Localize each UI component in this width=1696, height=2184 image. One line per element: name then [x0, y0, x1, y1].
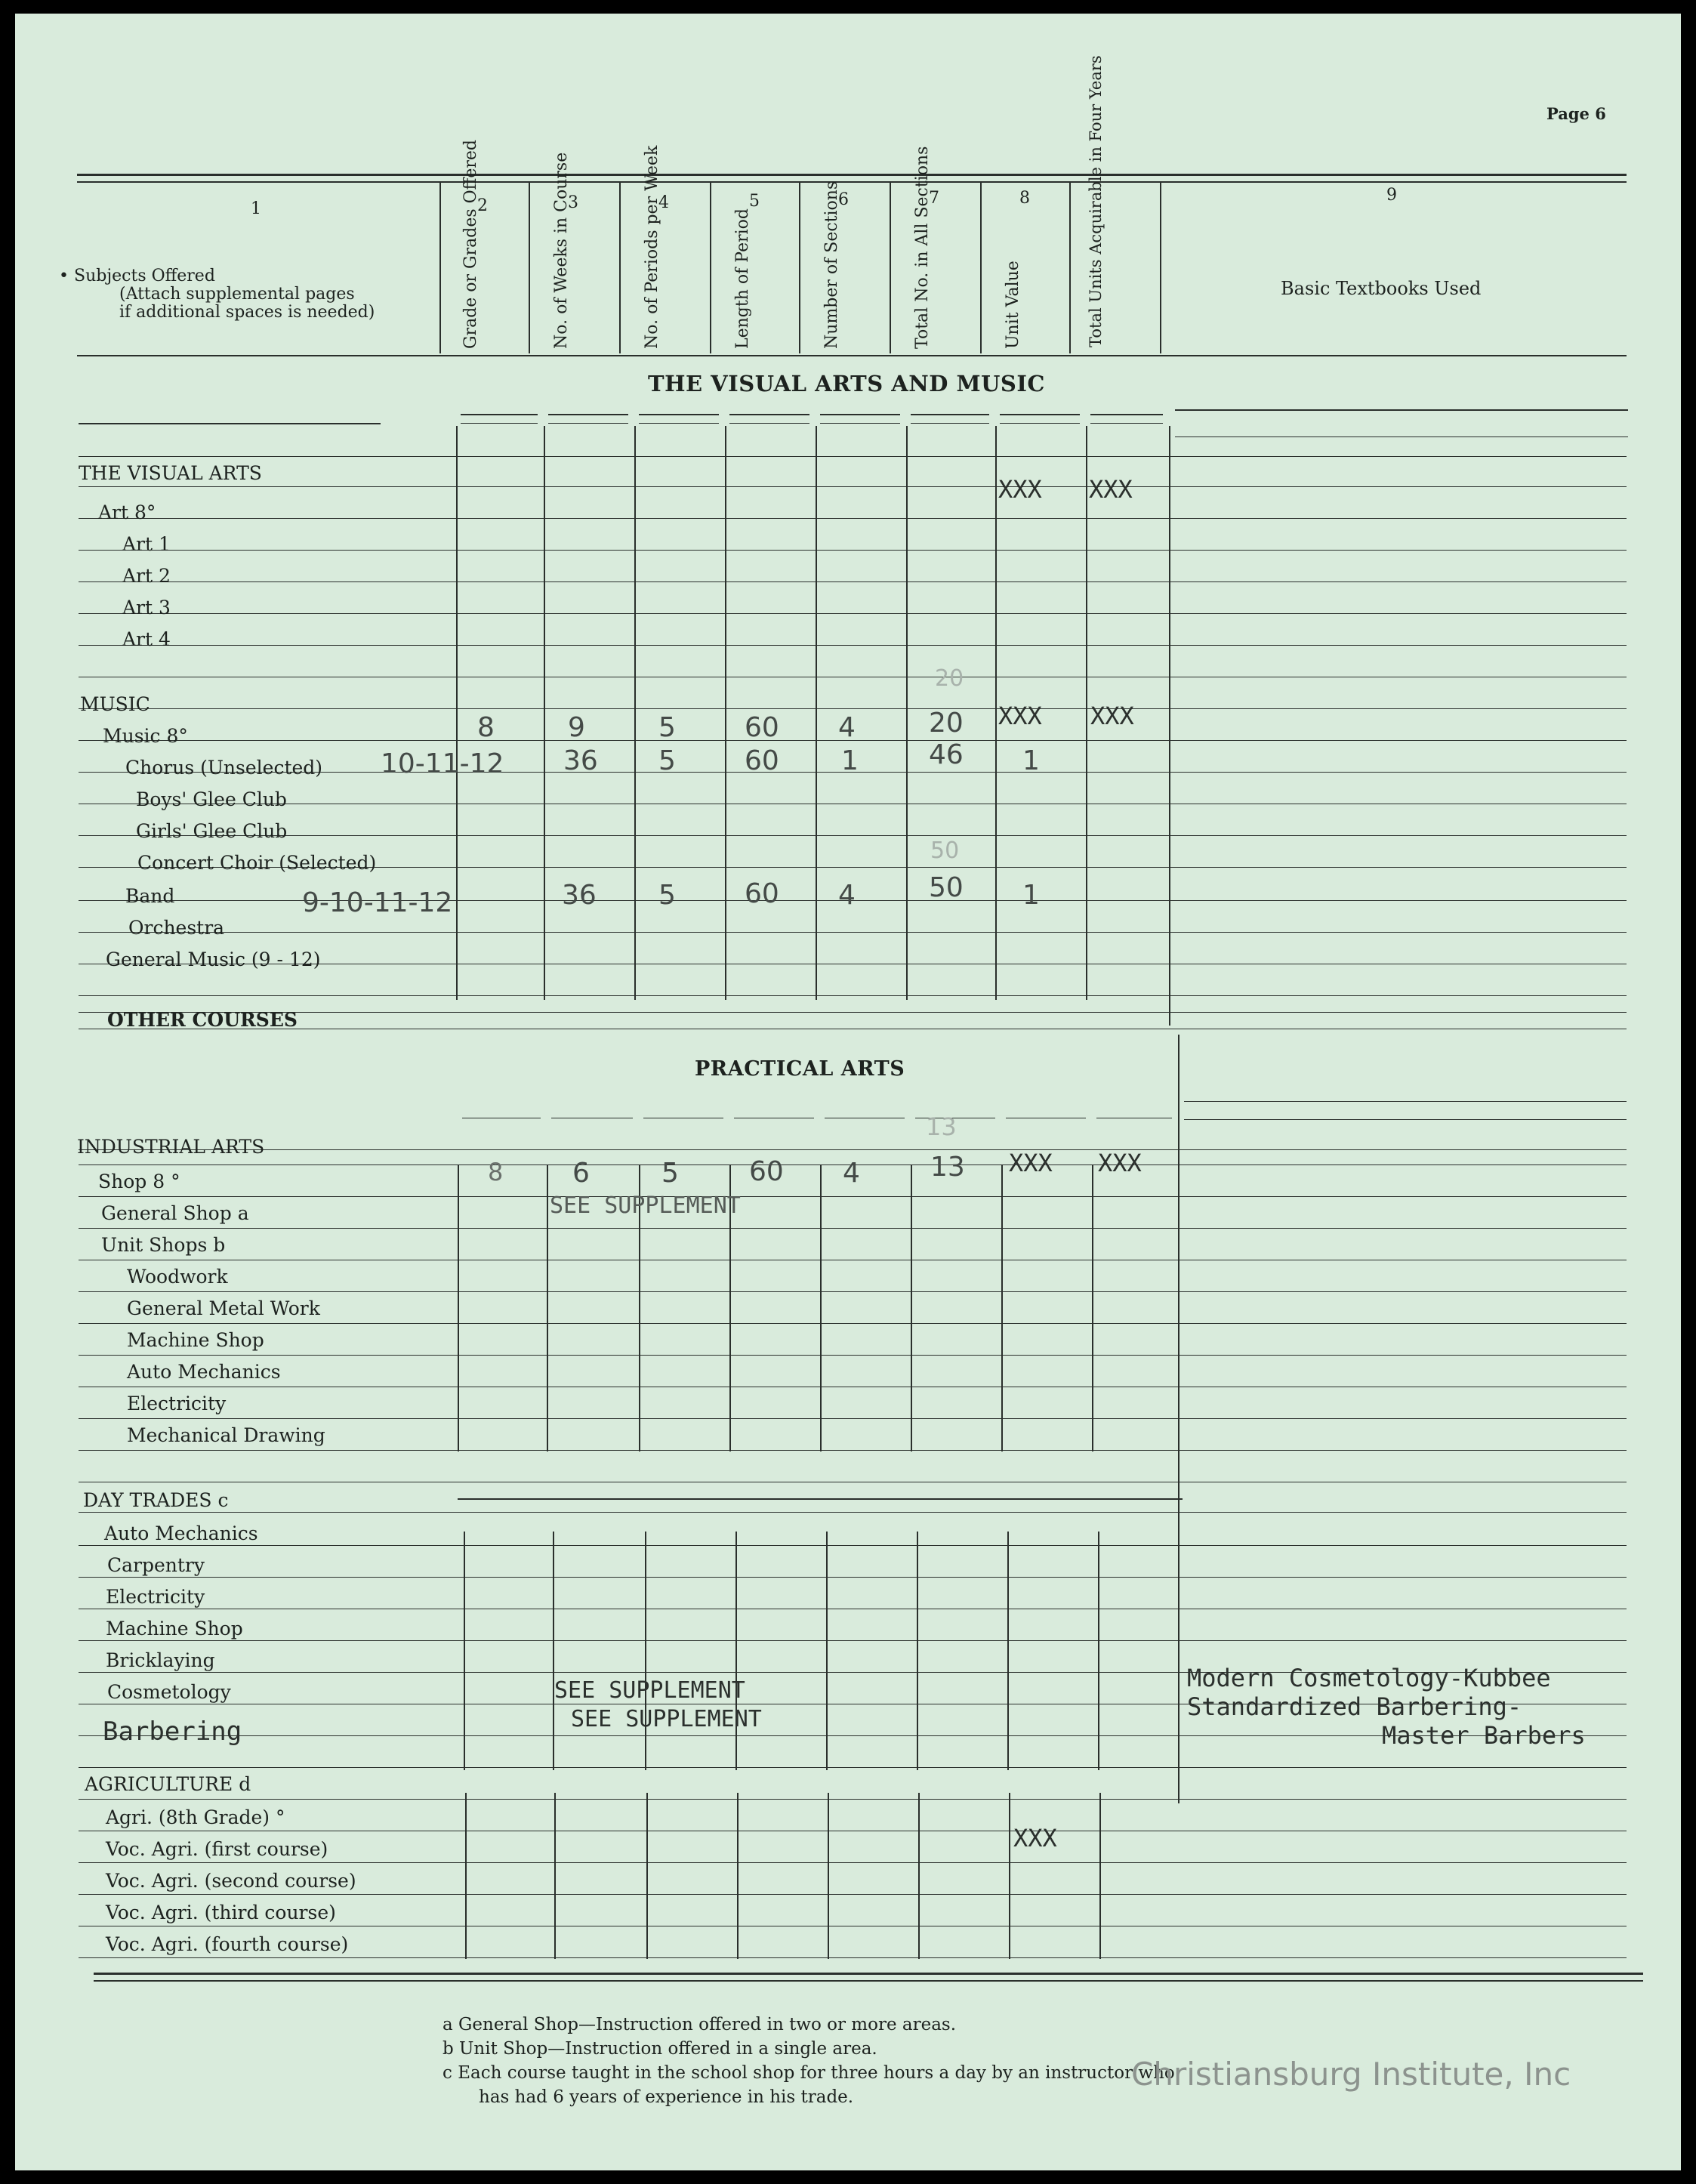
- ruled-line: [79, 613, 1627, 614]
- shop8-total-units: XXX: [1098, 1149, 1142, 1177]
- ruled-line: [79, 518, 1627, 519]
- footnote: c Each course taught in the school shop for three hours a day by an instructor who: [443, 2063, 1175, 2083]
- top-rule-inner: [77, 181, 1627, 183]
- ruled-line: [1090, 423, 1163, 424]
- music8-periods: 5: [658, 712, 676, 743]
- ruled-line: [458, 1498, 1183, 1500]
- band-grade: 9-10-11-12: [302, 887, 453, 918]
- ruled-line: [820, 423, 900, 424]
- column-line: [1009, 1793, 1010, 1959]
- bottom-rule-inner: [94, 1980, 1643, 1982]
- row-label: Band: [125, 885, 175, 907]
- ruled-line: [79, 1640, 1627, 1641]
- column-line: [1169, 426, 1170, 1026]
- section-title: PRACTICAL ARTS: [695, 1057, 905, 1081]
- header-divider: [710, 183, 711, 353]
- column-line: [554, 1793, 556, 1959]
- row-label: Mechanical Drawing: [127, 1424, 325, 1446]
- watermark: Christiansburg Institute, Inc: [1131, 2056, 1571, 2093]
- unit-value-header: Unit Value: [1004, 261, 1022, 349]
- category-label: DAY TRADES c: [83, 1489, 229, 1511]
- row-label: Chorus (Unselected): [125, 757, 323, 779]
- ruled-line: [79, 1957, 1627, 1958]
- row-label: Auto Mechanics: [104, 1522, 258, 1544]
- music8-sections: 4: [838, 712, 856, 743]
- ruled-line: [79, 835, 1627, 836]
- row-label: Girls' Glee Club: [136, 820, 288, 842]
- row-label: Orchestra: [128, 917, 225, 939]
- category-label: AGRICULTURE d: [85, 1773, 251, 1795]
- shop8-sections: 4: [843, 1158, 860, 1189]
- column-line: [1092, 1164, 1093, 1451]
- ruled-line: [1000, 423, 1080, 424]
- column-number: 1: [251, 199, 261, 218]
- header-divider: [980, 183, 982, 353]
- column-line: [634, 426, 636, 1000]
- row-label: Voc. Agri. (second course): [106, 1870, 356, 1892]
- chorus-unit-value: 1: [1022, 745, 1040, 776]
- header-divider: [529, 183, 530, 353]
- bullet: •: [59, 267, 69, 285]
- column-line: [995, 426, 997, 1000]
- music8-unit-value: XXX: [998, 702, 1042, 730]
- pencil-note: 20: [935, 665, 964, 692]
- ruled-line: [1175, 409, 1628, 411]
- column-line: [464, 1532, 465, 1770]
- footnote: b Unit Shop—Instruction offered in a single area.: [443, 2039, 877, 2059]
- band-length: 60: [745, 878, 779, 909]
- weeks-header: No. of Weeks in Course: [552, 152, 571, 349]
- column-line: [1086, 426, 1087, 1000]
- header-divider: [439, 183, 441, 353]
- column-line: [816, 426, 817, 1000]
- footnote: has had 6 years of experience in his trade.: [479, 2087, 854, 2107]
- shop8-weeks: 6: [572, 1158, 590, 1189]
- row-label: Voc. Agri. (first course): [106, 1838, 328, 1860]
- header-divider: [799, 183, 800, 353]
- column-line: [906, 426, 908, 1000]
- category-label: INDUSTRIAL ARTS: [77, 1136, 265, 1158]
- row-label-typed: Barbering: [103, 1717, 242, 1747]
- band-total: 50: [929, 872, 964, 903]
- ruled-line: [79, 645, 1627, 646]
- ruled-line: [1000, 414, 1080, 415]
- column-number: 2: [477, 196, 488, 215]
- column-line: [544, 426, 545, 1000]
- row-label: Electricity: [106, 1586, 205, 1608]
- ruled-line: [79, 1450, 1627, 1451]
- ruled-line: [79, 1577, 1627, 1578]
- row-label: Bricklaying: [106, 1649, 215, 1671]
- column-line: [911, 1164, 912, 1451]
- ruled-line: [79, 550, 1627, 551]
- chorus-sections: 1: [841, 745, 859, 776]
- row-label: General Shop a: [101, 1202, 249, 1224]
- ruled-line: [911, 414, 989, 415]
- chorus-length: 60: [745, 745, 779, 776]
- sections-header: Number of Sections: [822, 180, 841, 349]
- ruled-line: [729, 423, 809, 424]
- ruled-line: [79, 1149, 1627, 1150]
- ruled-line: [79, 1418, 1627, 1419]
- music8-weeks: 9: [568, 712, 585, 743]
- subjects-note: (Attach supplemental pages: [119, 285, 355, 304]
- ruled-line: [639, 414, 719, 415]
- ruled-line: [639, 423, 719, 424]
- bottom-rule: [94, 1973, 1643, 1975]
- band-periods: 5: [658, 880, 676, 911]
- ruled-line: [911, 423, 989, 424]
- general-shop-note: SEE SUPPLEMENT: [550, 1192, 741, 1219]
- ruled-line: [1184, 1119, 1627, 1120]
- ruled-line: [548, 414, 628, 415]
- ruled-line: [79, 1323, 1627, 1324]
- ruled-line: [79, 456, 1627, 457]
- footnote: a General Shop—Instruction offered in two or more areas.: [443, 2015, 957, 2034]
- ruled-line: [79, 1799, 1627, 1800]
- ruled-line: [79, 581, 1627, 582]
- column-line: [1098, 1532, 1099, 1770]
- column-line: [646, 1793, 648, 1959]
- row-label: Machine Shop: [127, 1329, 264, 1351]
- row-label: Cosmetology: [107, 1681, 231, 1703]
- column-line: [826, 1532, 828, 1770]
- textbook-entry: Standardized Barbering-: [1187, 1692, 1522, 1721]
- category-label: MUSIC: [80, 693, 150, 715]
- music8-length: 60: [745, 712, 779, 743]
- column-number: 3: [568, 193, 578, 212]
- shop8-total: 13: [930, 1152, 965, 1183]
- total-units-header: Total Units Acquirable in Four Years: [1087, 55, 1105, 347]
- music8-total-units: XXX: [1090, 702, 1134, 730]
- row-label: Auto Mechanics: [127, 1361, 281, 1383]
- row-label: Shop 8 °: [98, 1171, 180, 1192]
- subjects-note: if additional spaces is needed): [119, 303, 375, 322]
- voc1-unit-value: XXX: [1013, 1824, 1057, 1852]
- header-divider: [890, 183, 891, 353]
- art8-total-units: XXX: [1089, 475, 1133, 504]
- textbook-entry: Master Barbers: [1382, 1721, 1586, 1750]
- column-line: [828, 1793, 829, 1959]
- row-label: General Metal Work: [127, 1297, 320, 1319]
- chorus-total: 46: [929, 739, 964, 770]
- section-title: THE VISUAL ARTS AND MUSIC: [648, 371, 1046, 396]
- ruled-line: [79, 1862, 1627, 1863]
- column-line: [1007, 1532, 1009, 1770]
- ruled-line: [1175, 436, 1628, 437]
- row-label: Agri. (8th Grade) °: [106, 1806, 285, 1828]
- ruled-line: [1090, 414, 1163, 415]
- art8-unit-value: XXX: [998, 475, 1042, 504]
- total-header: Total No. in All Sections: [913, 146, 932, 349]
- row-label: Boys' Glee Club: [136, 788, 287, 810]
- column-line: [725, 426, 726, 1000]
- textbook-entry: Modern Cosmetology-Kubbee: [1187, 1664, 1551, 1692]
- shop8-periods: 5: [661, 1158, 679, 1189]
- chorus-weeks: 36: [563, 745, 598, 776]
- subjects-header: Subjects Offered: [74, 267, 215, 285]
- column-number: 9: [1386, 186, 1397, 205]
- column-number: 5: [749, 192, 760, 211]
- category-label: THE VISUAL ARTS: [79, 462, 262, 484]
- ruled-line: [79, 995, 1627, 996]
- header-divider: [1160, 183, 1161, 353]
- shop8-unit-value: XXX: [1009, 1149, 1053, 1177]
- ruled-line: [461, 423, 538, 424]
- ruled-line: [79, 1545, 1627, 1546]
- row-label: Music 8°: [103, 725, 188, 747]
- ruled-line: [79, 1767, 1627, 1768]
- grade-header: Grade or Grades Offered: [461, 140, 480, 349]
- row-label: Carpentry: [107, 1554, 205, 1576]
- pencil-note: 13: [926, 1112, 957, 1141]
- column-number: 4: [658, 193, 669, 212]
- ruled-line: [729, 414, 809, 415]
- periods-header: No. of Periods per Week: [643, 145, 661, 349]
- row-label: Machine Shop: [106, 1618, 243, 1640]
- textbooks-header: Basic Textbooks Used: [1281, 278, 1482, 299]
- form-page: [15, 14, 1681, 2170]
- column-line: [456, 426, 458, 1000]
- ruled-line: [79, 486, 1627, 487]
- column-line: [1099, 1793, 1101, 1959]
- row-label: Unit Shops b: [101, 1234, 226, 1256]
- ruled-line: [79, 1512, 1627, 1513]
- chorus-periods: 5: [658, 745, 676, 776]
- band-weeks: 36: [562, 880, 597, 911]
- top-rule: [77, 174, 1627, 176]
- column-line: [735, 1532, 737, 1770]
- ruled-line: [79, 708, 1627, 709]
- band-unit-value: 1: [1022, 880, 1040, 911]
- row-label: Art 2: [122, 565, 171, 587]
- ruled-line: [79, 1894, 1627, 1895]
- ruled-line: [79, 1355, 1627, 1356]
- column-line: [1001, 1164, 1003, 1451]
- page-number: Page 6: [1546, 104, 1606, 123]
- ruled-line: [548, 423, 628, 424]
- row-label: Art 4: [122, 628, 171, 650]
- column-line: [917, 1532, 918, 1770]
- header-divider: [619, 183, 621, 353]
- row-label: Art 8°: [98, 501, 156, 523]
- ruled-line: [79, 932, 1627, 933]
- column-number: 6: [838, 190, 849, 209]
- category-label: OTHER COURSES: [107, 1009, 298, 1031]
- row-label: General Music (9 - 12): [106, 949, 321, 970]
- column-line: [547, 1164, 548, 1451]
- band-sections: 4: [838, 880, 856, 911]
- ruled-line: [820, 414, 900, 415]
- ruled-line: [79, 423, 381, 424]
- row-label: Woodwork: [127, 1266, 228, 1288]
- column-line: [553, 1532, 554, 1770]
- ruled-line: [79, 1196, 1627, 1197]
- pencil-note: 50: [930, 838, 960, 864]
- column-line: [820, 1164, 822, 1451]
- ruled-line: [79, 1228, 1627, 1229]
- ruled-line: [1184, 1101, 1627, 1102]
- row-label: Art 1: [122, 533, 171, 555]
- ruled-line: [79, 1291, 1627, 1292]
- column-line: [465, 1793, 467, 1959]
- row-label: Voc. Agri. (fourth course): [106, 1933, 349, 1955]
- column-line: [737, 1793, 739, 1959]
- header-bottom-rule: [77, 355, 1627, 356]
- column-line: [918, 1793, 920, 1959]
- shop8-length: 60: [749, 1156, 784, 1187]
- chorus-grade: 10-11-12: [381, 748, 504, 779]
- ruled-line: [461, 414, 538, 415]
- column-line: [645, 1532, 646, 1770]
- shop8-grade: 8: [488, 1158, 504, 1186]
- music8-grade: 8: [477, 712, 495, 743]
- column-number: 7: [929, 189, 939, 208]
- row-label: Concert Choir (Selected): [137, 852, 377, 874]
- column-number: 8: [1019, 189, 1030, 208]
- cosmetology-note: SEE SUPPLEMENT: [554, 1677, 745, 1704]
- length-header: Length of Period: [733, 208, 752, 349]
- barbering-note: SEE SUPPLEMENT: [571, 1706, 762, 1732]
- ruled-line: [79, 1012, 1627, 1013]
- row-label: Voc. Agri. (third course): [106, 1902, 336, 1923]
- row-label: Electricity: [127, 1393, 227, 1414]
- music8-total: 20: [929, 708, 964, 739]
- column-line: [458, 1164, 459, 1451]
- header-divider: [1069, 183, 1071, 353]
- row-label: Art 3: [122, 597, 171, 618]
